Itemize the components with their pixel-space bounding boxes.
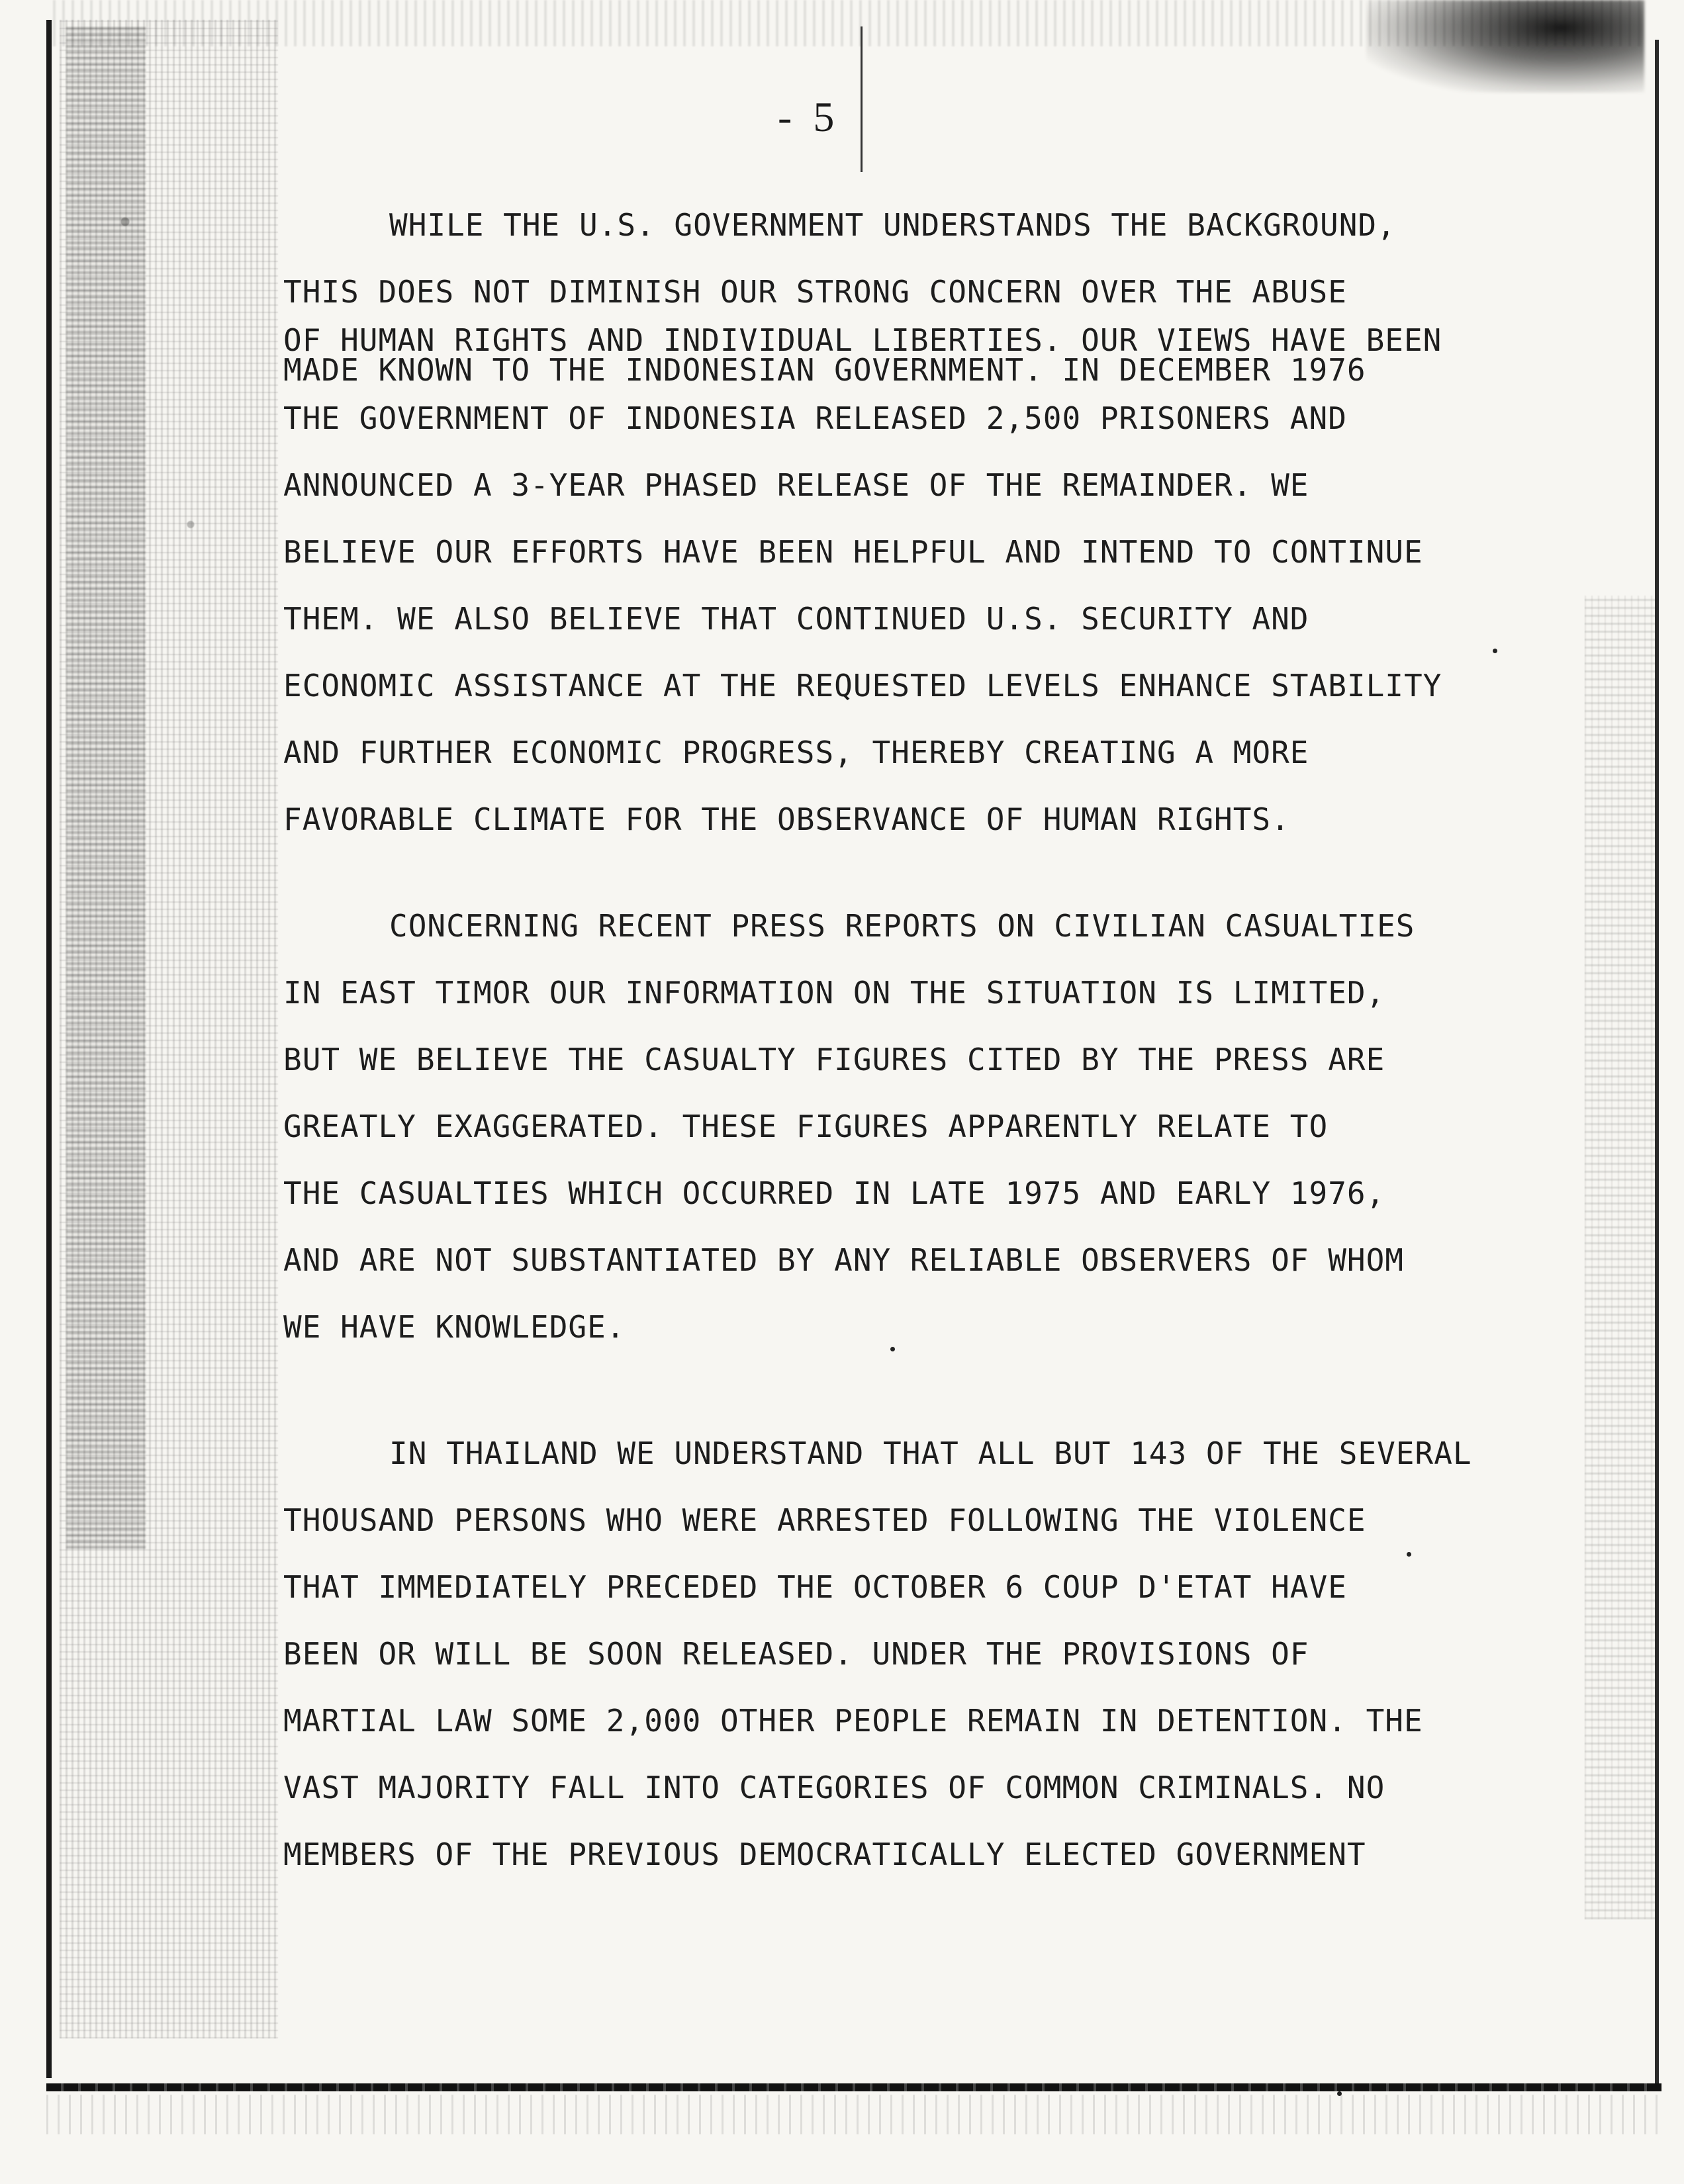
paragraph-1-line-2: THIS DOES NOT DIMINISH OUR STRONG CONCERN OVER THE ABUSE	[283, 274, 1347, 310]
paragraph-1-line-1: WHILE THE U.S. GOVERNMENT UNDERSTANDS THE BACKGROUND,	[389, 207, 1396, 243]
scan-blot	[1366, 0, 1644, 93]
speck	[890, 1347, 895, 1351]
speck	[1493, 649, 1497, 653]
paragraph-2-line-7: WE HAVE KNOWLEDGE.	[283, 1309, 626, 1345]
paragraph-2-line-6: AND ARE NOT SUBSTANTIATED BY ANY RELIABLE OBSERVERS OF WHOM	[283, 1242, 1404, 1278]
scan-noise-right	[1585, 596, 1658, 1919]
scan-noise-bottom	[46, 2095, 1661, 2134]
paragraph-3-line-7: MEMBERS OF THE PREVIOUS DEMOCRATICALLY ELECTED GOVERNMENT	[283, 1837, 1366, 1872]
paragraph-3-line-6: VAST MAJORITY FALL INTO CATEGORIES OF COMMON CRIMINALS. NO	[283, 1770, 1385, 1805]
paragraph-1-line-11: FAVORABLE CLIMATE FOR THE OBSERVANCE OF HUMAN RIGHTS.	[283, 801, 1290, 837]
page-number: - 5	[778, 93, 840, 140]
paragraph-1-line-4: MADE KNOWN TO THE INDONESIAN GOVERNMENT. IN DECEMBER 1976	[283, 352, 1366, 388]
page-edge-bottom	[46, 2083, 1661, 2091]
paragraph-2-line-5: THE CASUALTIES WHICH OCCURRED IN LATE 1975 AND EARLY 1976,	[283, 1175, 1385, 1211]
paragraph-1-line-10: AND FURTHER ECONOMIC PROGRESS, THEREBY CREATING A MORE	[283, 735, 1309, 770]
paragraph-2-line-1: CONCERNING RECENT PRESS REPORTS ON CIVILIAN CASUALTIES	[389, 908, 1415, 944]
paragraph-2-line-2: IN EAST TIMOR OUR INFORMATION ON THE SITUATION IS LIMITED,	[283, 975, 1385, 1011]
speck	[1407, 1552, 1411, 1557]
paragraph-1-line-9: ECONOMIC ASSISTANCE AT THE REQUESTED LEVELS ENHANCE STABILITY	[283, 668, 1442, 704]
paragraph-1-line-8: THEM. WE ALSO BELIEVE THAT CONTINUED U.S. SECURITY AND	[283, 601, 1309, 637]
body-text	[283, 192, 1581, 1888]
paragraph-gap	[283, 1361, 1581, 1420]
paragraph-1-line-6: ANNOUNCED A 3-YEAR PHASED RELEASE OF THE REMAINDER. WE	[283, 467, 1309, 503]
paragraph-2-line-4: GREATLY EXAGGERATED. THESE FIGURES APPARENTLY RELATE TO	[283, 1109, 1329, 1144]
paragraph-1-line-3: OF HUMAN RIGHTS AND INDIVIDUAL LIBERTIES. OUR VIEWS HAVE BEEN	[283, 322, 1442, 358]
paragraph-1-line-7: BELIEVE OUR EFFORTS HAVE BEEN HELPFUL AND INTEND TO CONTINUE	[283, 534, 1423, 570]
fold-mark	[861, 26, 863, 172]
scan-noise-left-dark	[66, 26, 146, 1549]
paragraph-3-line-2: THOUSAND PERSONS WHO WERE ARRESTED FOLLOWING THE VIOLENCE	[283, 1502, 1366, 1538]
page-edge-right	[1655, 40, 1659, 2091]
paragraph-3-line-3: THAT IMMEDIATELY PRECEDED THE OCTOBER 6 COUP D'ETAT HAVE	[283, 1569, 1347, 1605]
paragraph-gap	[283, 853, 1581, 893]
page-edge-left	[46, 20, 52, 2078]
paragraph-2-line-3: BUT WE BELIEVE THE CASUALTY FIGURES CITED BY THE PRESS ARE	[283, 1042, 1385, 1077]
paragraph-3-line-5: MARTIAL LAW SOME 2,000 OTHER PEOPLE REMAIN IN DETENTION. THE	[283, 1703, 1423, 1739]
paragraph-1-line-5: THE GOVERNMENT OF INDONESIA RELEASED 2,500 PRISONERS AND	[283, 400, 1347, 436]
paragraph-3-line-4: BEEN OR WILL BE SOON RELEASED. UNDER THE PROVISIONS OF	[283, 1636, 1309, 1672]
paragraph-3-line-1: IN THAILAND WE UNDERSTAND THAT ALL BUT 143 OF THE SEVERAL	[389, 1435, 1472, 1471]
speck	[1337, 2091, 1342, 2096]
